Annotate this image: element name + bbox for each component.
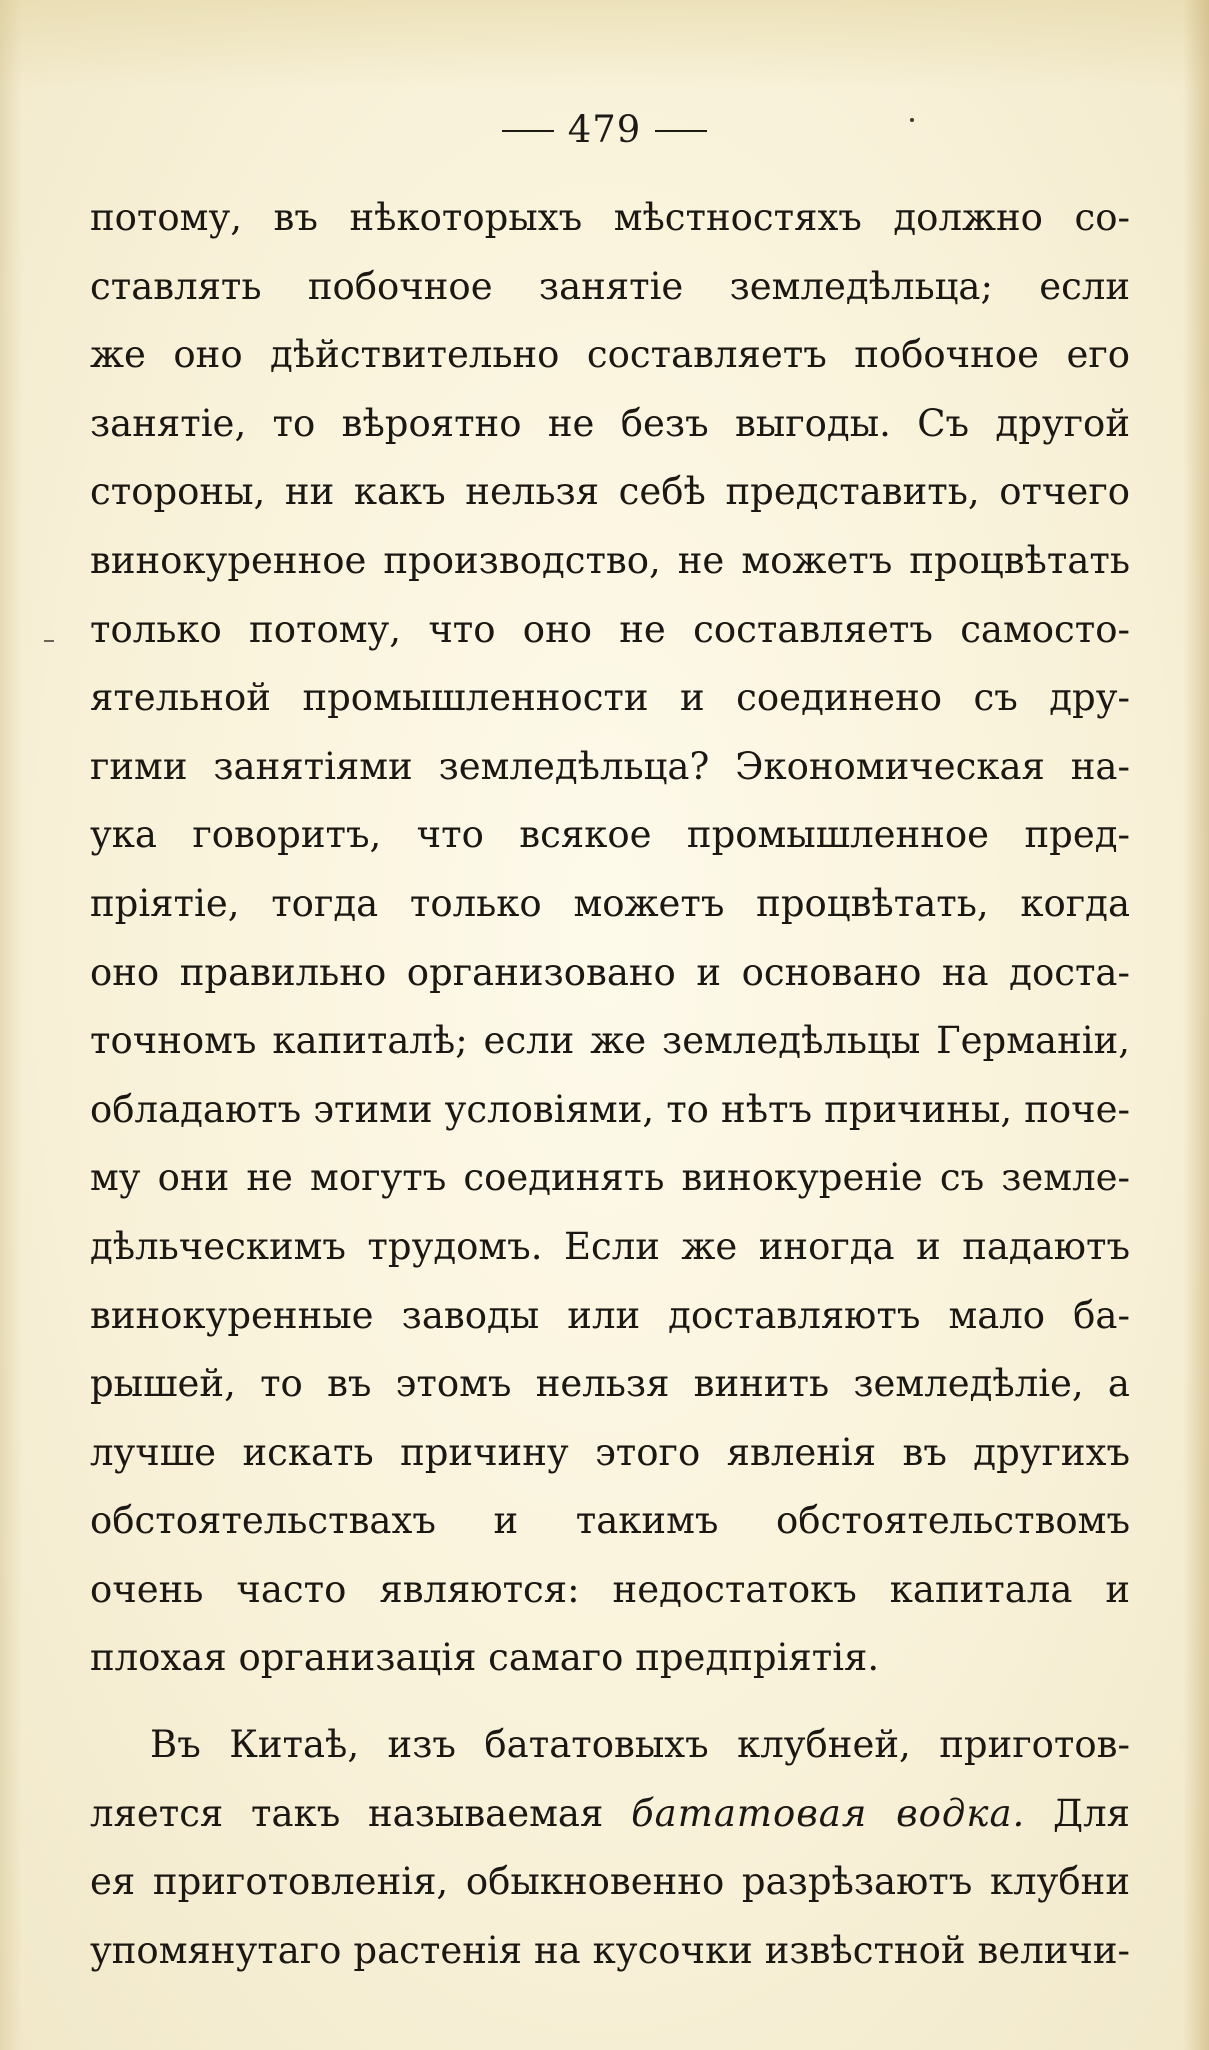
italic-term: бататовая водка.: [631, 1791, 1026, 1835]
text-run: Для: [1025, 1791, 1130, 1835]
text-line: плохая организація самаго предпріятія.: [90, 1636, 880, 1680]
text-run: ляется такъ называемая: [90, 1791, 632, 1835]
text-line-with-italic: [90, 1792, 1130, 1861]
text-line: точномъ капиталѣ; если же земледѣльцы Германіи,: [90, 1019, 1130, 1063]
text-line: рышей, то въ этомъ нельзя винить земледѣліе, а: [90, 1362, 1130, 1406]
text-line: ука говоритъ, что всякое промышленное пред-: [90, 813, 1130, 857]
text-line: пріятіе, тогда только можетъ процвѣтать, когда: [90, 881, 1130, 925]
page-edge-shadow-right: [1183, 0, 1209, 2050]
text-line: обладаютъ этими условіями, то нѣтъ причины, поче-: [90, 1087, 1130, 1131]
page-edge-shadow-top: [0, 0, 1209, 90]
header-dash-left: [502, 130, 554, 132]
page-number-header: [0, 108, 1209, 151]
paragraph-gap: [90, 1705, 1130, 1723]
text-line: оно правильно организовано и основано на доста-: [90, 950, 1130, 994]
text-line: ея приготовленія, обыкновенно разрѣзаютъ клубни: [90, 1860, 1130, 1904]
text-line: обстоятельствахъ и такимъ обстоятельствомъ: [90, 1499, 1130, 1543]
text-line: ставлять побочное занятіе земледѣльца; если: [90, 264, 1130, 308]
text-line: упомянутаго растенія на кусочки извѣстной величи-: [90, 1928, 1130, 1972]
page-number: 479: [567, 108, 642, 151]
text-line: только потому, что оно не составляетъ самосто-: [90, 607, 1130, 651]
text-line: дѣльческимъ трудомъ. Если же иногда и падаютъ: [90, 1224, 1130, 1268]
paragraph: [90, 196, 1130, 1705]
text-line: му они не могутъ соединять винокуреніе съ земле-: [90, 1156, 1130, 1200]
text-line: винокуренные заводы или доставляютъ мало ба-: [90, 1293, 1130, 1337]
text-line: стороны, ни какъ нельзя себѣ представить, отчего: [90, 470, 1130, 514]
text-line: очень часто являются: недостатокъ капитала и: [90, 1567, 1130, 1611]
page-edge-shadow-left: [0, 0, 22, 2050]
text-line: винокуренное производство, не можетъ процвѣтать: [90, 538, 1130, 582]
text-line: гими занятіями земледѣльца? Экономическая на-: [90, 744, 1130, 788]
body-text: [90, 196, 1130, 1997]
margin-mark: [44, 640, 54, 642]
text-line: Въ Китаѣ, изъ бататовыхъ клубней, приготов-: [150, 1723, 1130, 1767]
text-line: ятельной промышленности и соединено съ дру-: [90, 676, 1130, 720]
text-line: же оно дѣйствительно составляетъ побочное его: [90, 333, 1130, 377]
text-line: лучше искать причину этого явленія въ другихъ: [90, 1430, 1130, 1474]
text-line: занятіе, то вѣроятно не безъ выгоды. Съ другой: [90, 401, 1130, 445]
paragraph: [90, 1723, 1130, 1997]
text-line: потому, въ нѣкоторыхъ мѣстностяхъ должно со-: [90, 196, 1130, 239]
header-dash-right: [655, 130, 707, 132]
